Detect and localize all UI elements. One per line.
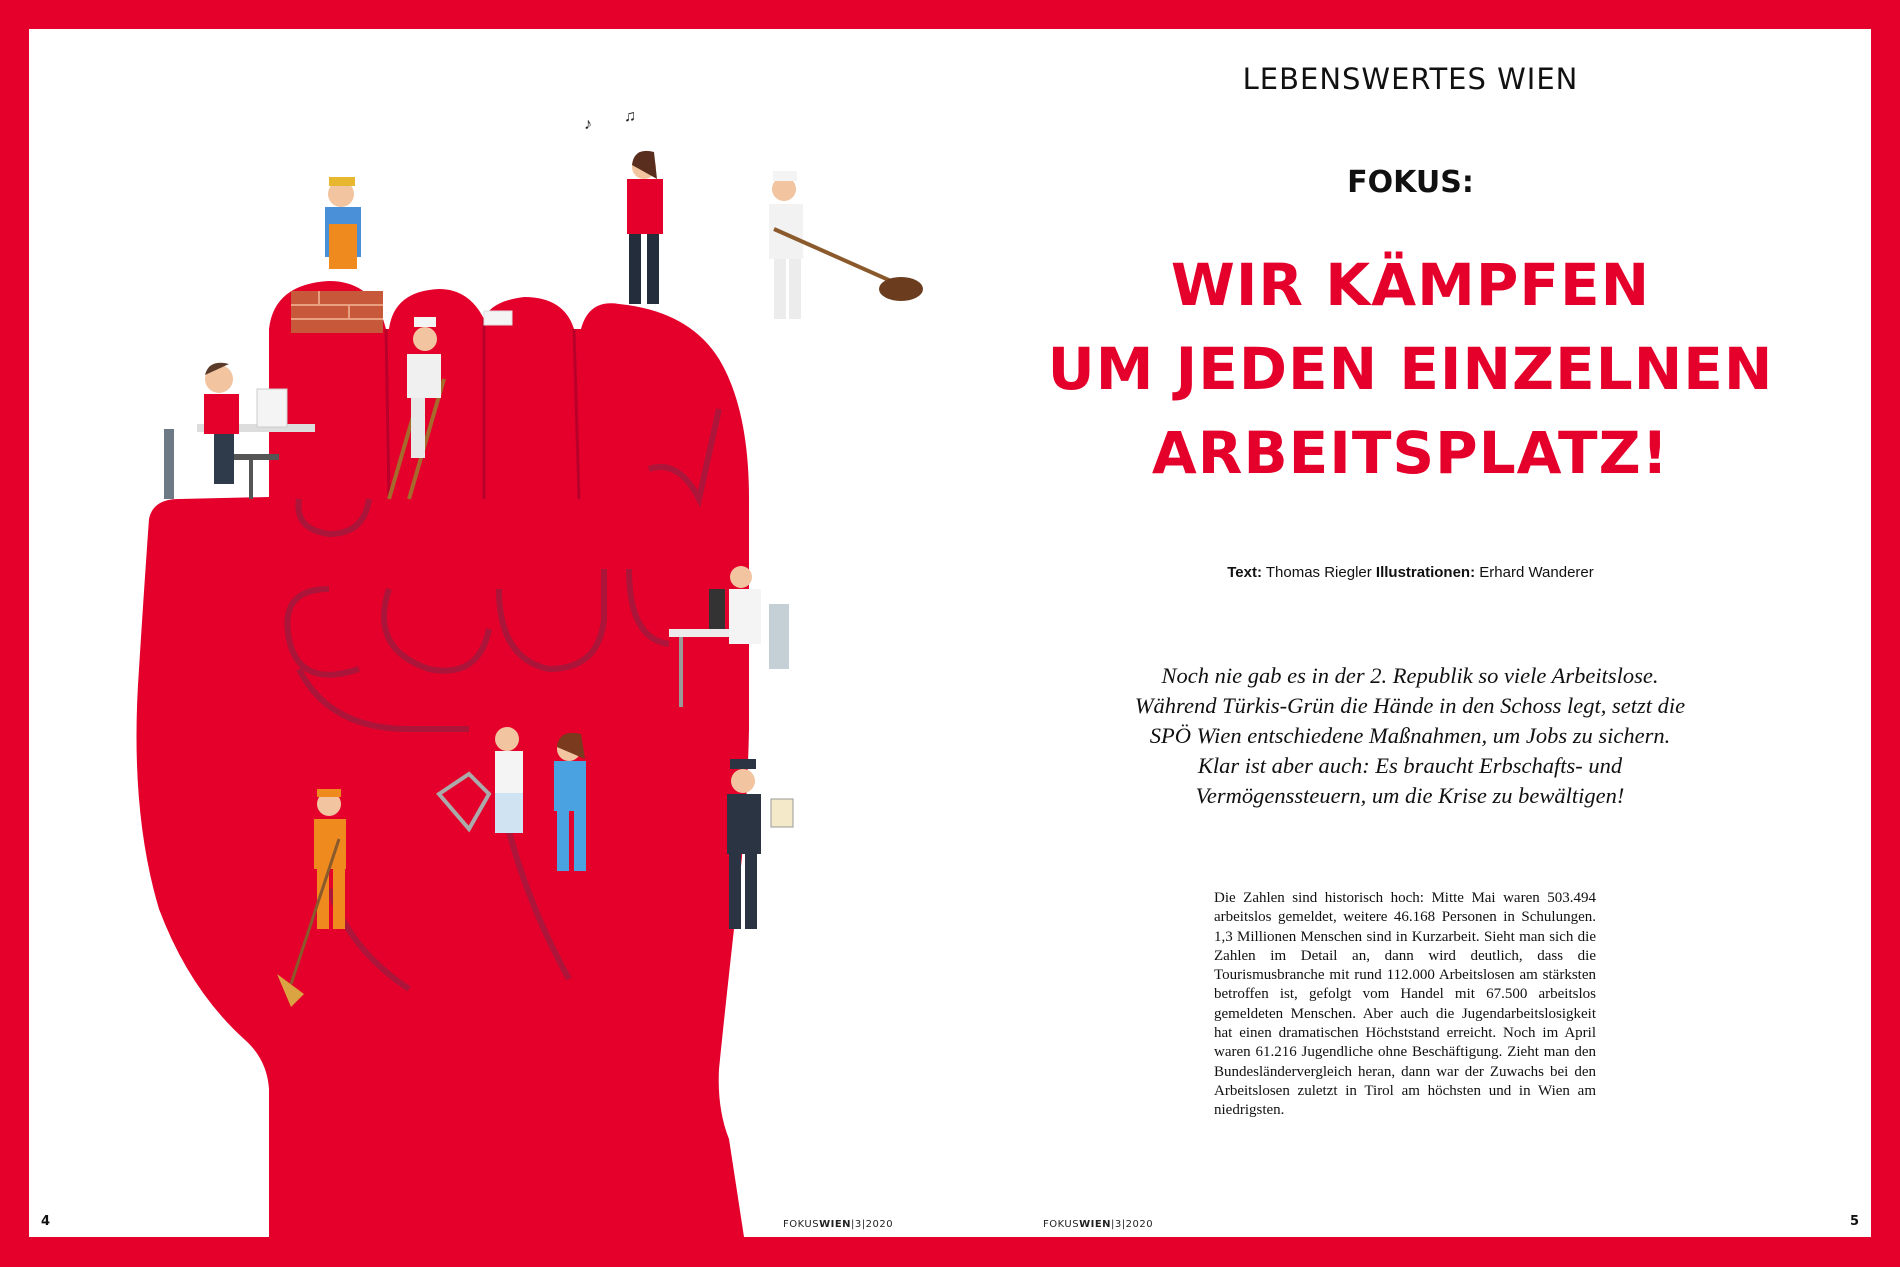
headline — [950, 243, 1871, 495]
kicker: FOKUS: — [1347, 165, 1474, 200]
headline-line: WIR KÄMPFEN — [1170, 251, 1651, 319]
folio-prefix: FOKUS — [783, 1219, 820, 1230]
baker-figure — [769, 171, 923, 319]
credits-illustration-label: Illustrationen: — [1375, 564, 1476, 581]
lead-paragraph: Noch nie gab es in der 2. Republik so viele Arbeitslose. Während Türkis-Grün die Hände in den Schoss legt, setzt die SPÖ Wien entschiedene Maßnahmen, um Jobs zu sichern. Klar ist aber auch: Es braucht Erbschafts- und Vermögenssteuern, um die Krise zu bewältigen! — [1134, 663, 1686, 808]
credits-text-author: Thomas Riegler — [1265, 564, 1372, 581]
folio-bold: WIEN — [819, 1219, 852, 1230]
folio-issue: |3|2020 — [1111, 1219, 1154, 1230]
credits — [950, 564, 1871, 581]
headline-line: UM JEDEN EINZELNEN — [1047, 335, 1774, 403]
credits-illustration-author: Erhard Wanderer — [1479, 564, 1594, 581]
body-paragraph: Die Zahlen sind historisch hoch: Mitte Mai waren 503.494 arbeitslos gemeldet, weitere 46.168 Personen in Schulungen. 1,3 Millionen Menschen sind in Kurzarbeit. Sieht man sich die Zahlen im Detail an, dann wird deutlich, dass die Tourismusbranche mit rund 112.000 Arbeitslosen am stärksten betroffen ist, gefolgt vom Handel mit 67.500 arbeitslos gemeldeten Menschen. Aber auch die Jugendarbeitslosigkeit hat einen dramatischen Höchststand erreicht. Noch im April waren 61.216 Jugendliche ohne Beschäftigung. Zieht man den Bundesländervergleich heran, dann war der Zuwachs bei den Arbeitslosen zuletzt in Tirol am höchsten und in Wien am niedrigsten. — [1214, 890, 1596, 1119]
section-label: LEBENSWERTES WIEN — [1242, 62, 1579, 96]
right-page — [950, 29, 1871, 1237]
singer-figure — [584, 108, 663, 304]
headline-line: ARBEITSPLATZ! — [1151, 419, 1670, 487]
page-number-right: 5 — [1850, 1214, 1860, 1229]
fist-illustration — [29, 29, 950, 1237]
folio-left — [783, 1219, 893, 1230]
bricklayer-figure — [291, 177, 383, 333]
left-page — [29, 29, 950, 1237]
folio-bold: WIEN — [1079, 1219, 1112, 1230]
page-number-left: 4 — [41, 1214, 51, 1229]
folio-issue: |3|2020 — [851, 1219, 894, 1230]
credits-text-label: Text: — [1227, 564, 1262, 581]
police-officer-figure — [727, 759, 793, 929]
folio-prefix: FOKUS — [1043, 1219, 1080, 1230]
folio-right — [1043, 1219, 1153, 1230]
magazine-spread — [29, 29, 1871, 1237]
svg-text:♫: ♫ — [624, 108, 636, 125]
svg-text:♪: ♪ — [584, 116, 592, 133]
